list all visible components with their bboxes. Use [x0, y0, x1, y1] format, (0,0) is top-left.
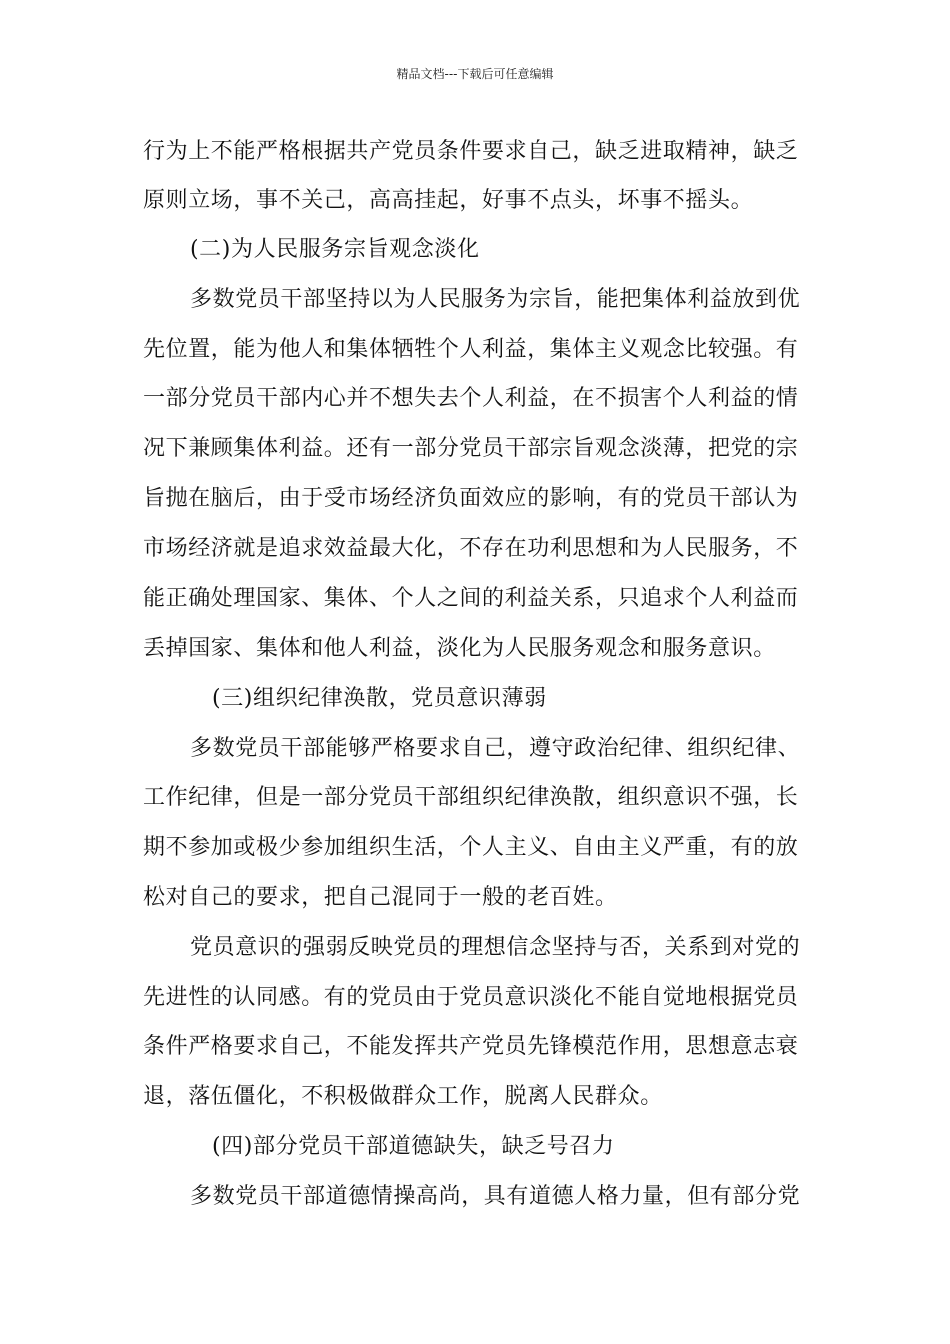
- text-line: 松对自己的要求，把自己混同于一般的老百姓。: [143, 885, 618, 910]
- text-line: 能正确处理国家、集体、个人之间的利益关系，只追求个人利益而: [143, 586, 799, 611]
- text-line: 多数党员干部坚持以为人民服务为宗旨，能把集体利益放到优: [190, 287, 801, 312]
- section-heading: (二)为人民服务宗旨观念淡化: [190, 237, 480, 262]
- section-heading: (三)组织纪律涣散，党员意识薄弱: [212, 686, 547, 711]
- text-line: 多数党员干部道德情操高尚，具有道德人格力量，但有部分党: [190, 1184, 801, 1209]
- text-line: 行为上不能严格根据共产党员条件要求自己，缺乏进取精神，缺乏: [143, 139, 799, 164]
- text-line: 一部分党员干部内心并不想失去个人利益，在不损害个人利益的情: [143, 386, 799, 411]
- text-line: 先位置，能为他人和集体牺牲个人利益，集体主义观念比较强。有: [143, 337, 799, 362]
- text-line: 先进性的认同感。有的党员由于党员意识淡化不能自觉地根据党员: [143, 985, 799, 1010]
- text-line: 原则立场，事不关己，高高挂起，好事不点头，坏事不摇头。: [143, 188, 754, 213]
- text-line: 期不参加或极少参加组织生活，个人主义、自由主义严重，有的放: [143, 835, 799, 860]
- text-line: 退，落伍僵化，不积极做群众工作，脱离人民群众。: [143, 1084, 663, 1109]
- text-line: 市场经济就是追求效益最大化，不存在功利思想和为人民服务，不: [143, 536, 799, 561]
- text-line: 丢掉国家、集体和他人利益，淡化为人民服务观念和服务意识。: [143, 636, 776, 661]
- text-line: 条件严格要求自己，不能发挥共产党员先锋模范作用，思想意志衰: [143, 1034, 799, 1059]
- section-heading: (四)部分党员干部道德缺失，缺乏号召力: [212, 1134, 615, 1159]
- text-line: 多数党员干部能够严格要求自己，遵守政治纪律、组织纪律、: [190, 736, 801, 761]
- page-header: 精品文档---下载后可任意编辑: [396, 67, 554, 81]
- text-line: 况下兼顾集体利益。还有一部分党员干部宗旨观念淡薄，把党的宗: [143, 436, 799, 461]
- text-line: 工作纪律，但是一部分党员干部组织纪律涣散，组织意识不强，长: [143, 785, 799, 810]
- text-line: 党员意识的强弱反映党员的理想信念坚持与否，关系到对党的: [190, 935, 801, 960]
- text-line: 旨抛在脑后，由于受市场经济负面效应的影响，有的党员干部认为: [143, 486, 799, 511]
